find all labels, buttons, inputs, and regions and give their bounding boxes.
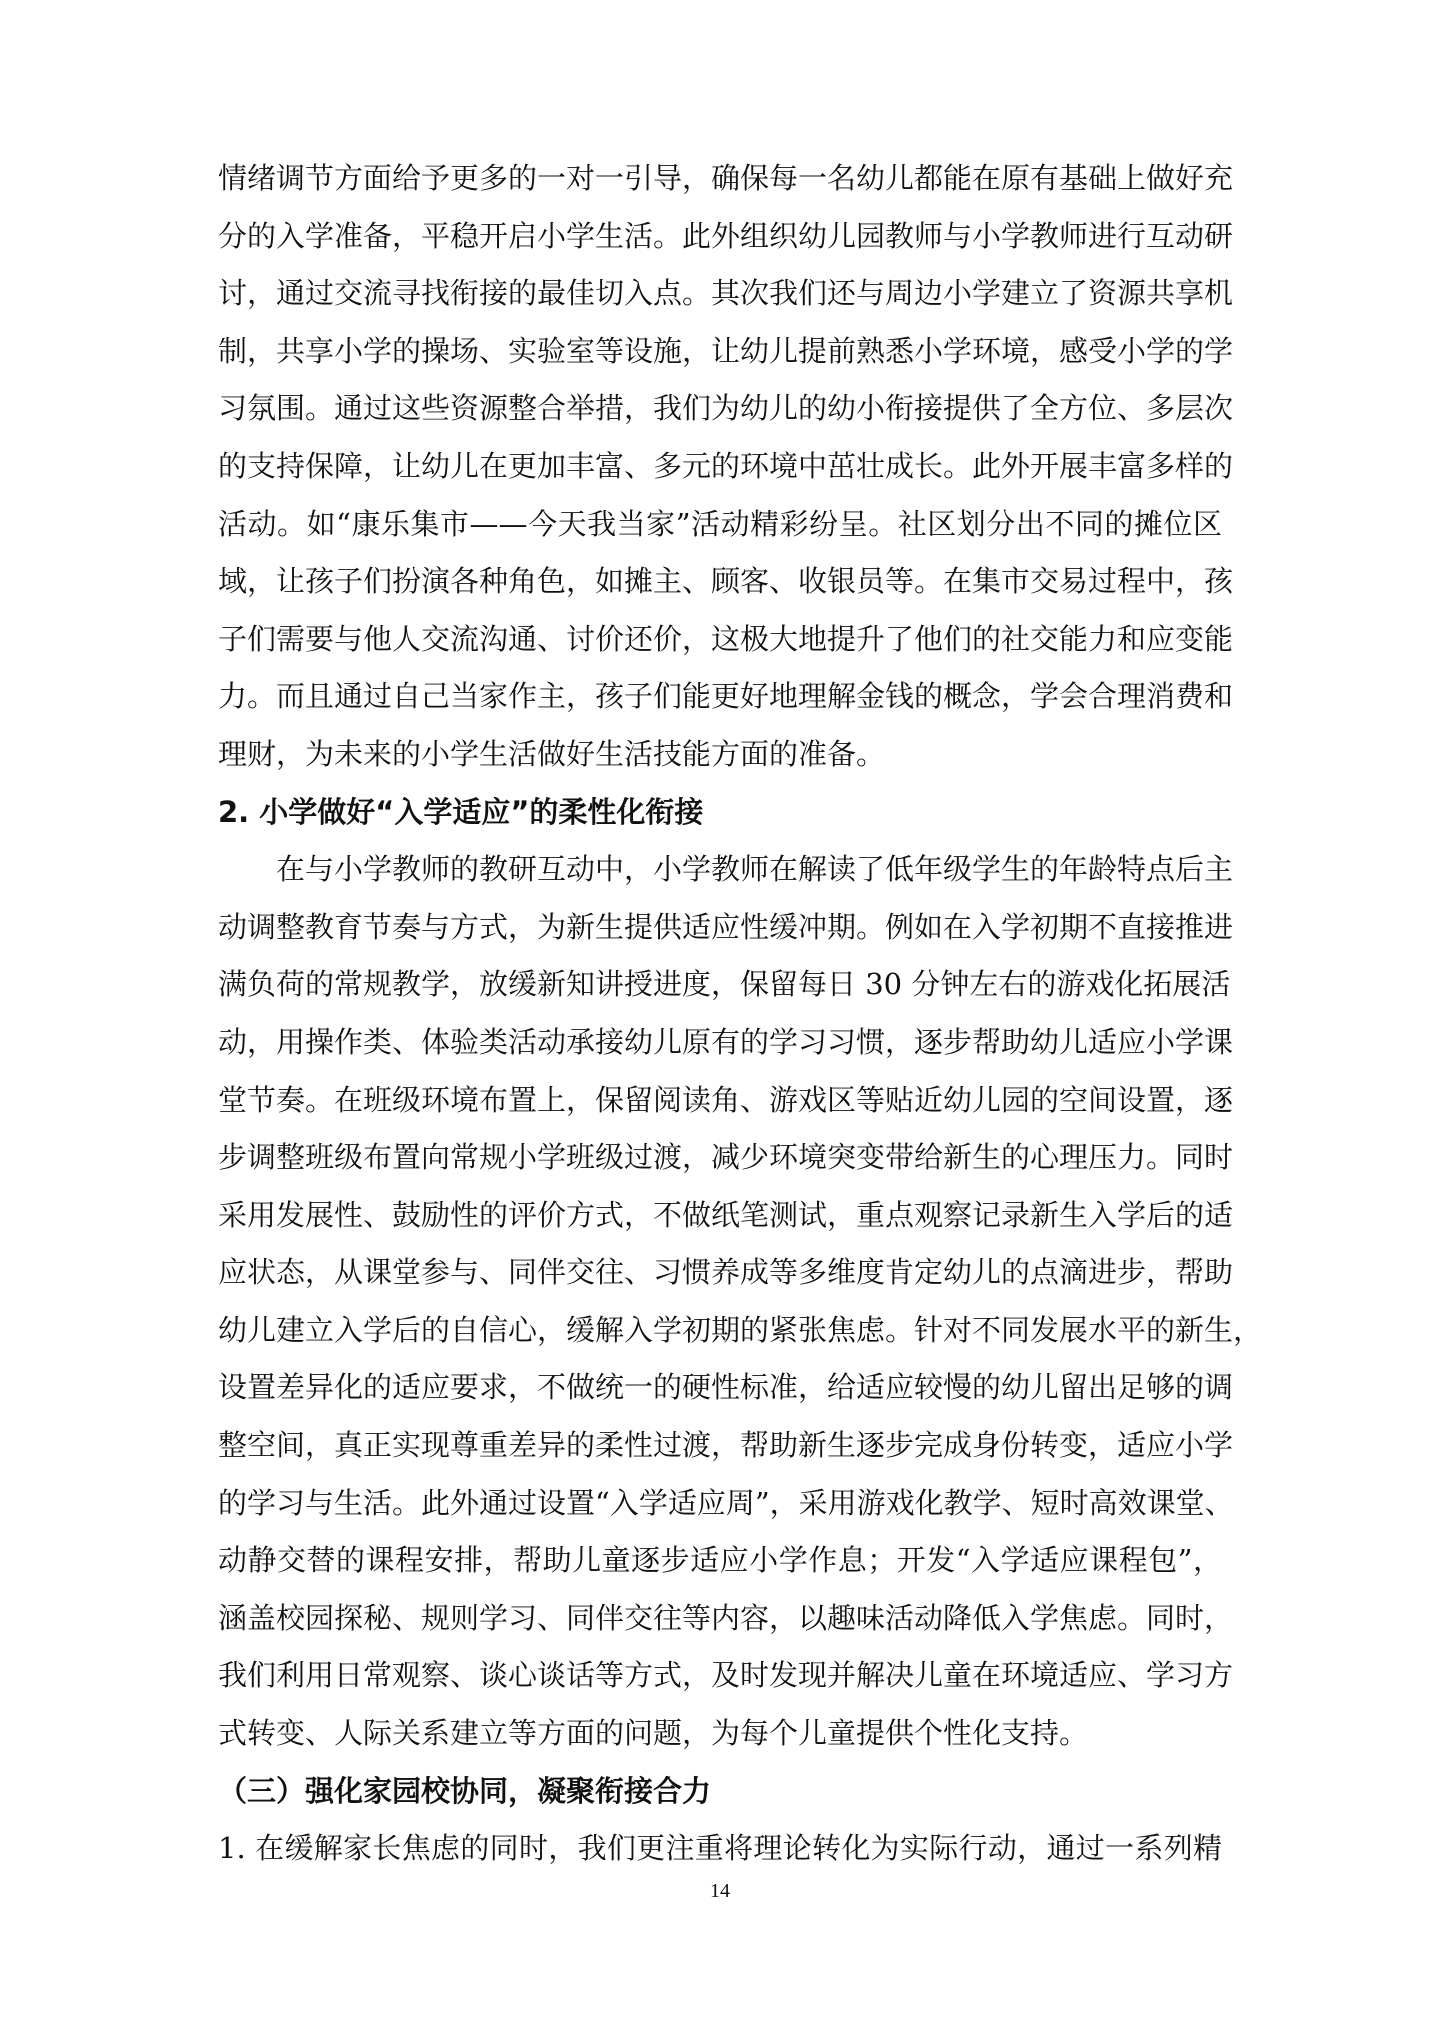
text-line: 力。而且通过自己当家作主，孩子们能更好地理解金钱的概念，学会合理消费和 <box>218 679 1234 714</box>
paragraph-3 <box>218 1820 1222 1878</box>
text-line: 应状态，从课堂参与、同伴交往、习惯养成等多维度肯定幼儿的点滴进步，帮助 <box>218 1255 1234 1290</box>
text-line: 1. 在缓解家长焦虑的同时，我们更注重将理论转化为实际行动，通过一系列精 <box>218 1831 1222 1866</box>
text-line: 情绪调节方面给予更多的一对一引导，确保每一名幼儿都能在原有基础上做好充 <box>218 161 1234 195</box>
text-line: 制，共享小学的操场、实验室等设施，让幼儿提前熟悉小学环境，感受小学的学 <box>218 333 1234 368</box>
text-line: 动，用操作类、体验类活动承接幼儿原有的学习习惯，逐步帮助幼儿适应小学课 <box>218 1024 1234 1059</box>
text-line: 设置差异化的适应要求，不做统一的硬性标准，给适应较慢的幼儿留出足够的调 <box>218 1370 1234 1405</box>
document-page <box>218 150 1263 1878</box>
text-line: 涵盖校园探秘、规则学习、同伴交往等内容，以趣味活动降低入学焦虑。同时， <box>218 1600 1234 1635</box>
text-line: 动静交替的课程安排，帮助儿童逐步适应小学作息；开发“入学适应课程包”， <box>218 1543 1222 1578</box>
text-line: 讨，通过交流寻找衔接的最佳切入点。其次我们还与周边小学建立了资源共享机 <box>218 276 1234 311</box>
text-line: 整空间，真正实现尊重差异的柔性过渡，帮助新生逐步完成身份转变，适应小学 <box>218 1428 1234 1463</box>
section-heading-2: 2. 小学做好“入学适应”的柔性化衔接 <box>218 794 704 829</box>
text-line: 子们需要与他人交流沟通、讨价还价，这极大地提升了他们的社交能力和应变能 <box>218 621 1234 656</box>
text-line: 采用发展性、鼓励性的评价方式，不做纸笔测试，重点观察记录新生入学后的适 <box>218 1197 1234 1232</box>
paragraph-1 <box>218 150 1234 784</box>
section-heading-3: （三）强化家园校协同，凝聚衔接合力 <box>218 1773 712 1808</box>
text-line: 的学习与生活。此外通过设置“入学适应周”，采用游戏化教学、短时高效课堂、 <box>218 1485 1234 1520</box>
text-line: 幼儿建立入学后的自信心，缓解入学初期的紧张焦虑。针对不同发展水平的新生， <box>218 1312 1263 1347</box>
text-line: 的支持保障，让幼儿在更加丰富、多元的环境中茁壮成长。此外开展丰富多样的 <box>218 448 1234 483</box>
text-line: 在与小学教师的教研互动中，小学教师在解读了低年级学生的年龄特点后主 <box>276 852 1234 887</box>
text-line: 我们利用日常观察、谈心谈话等方式，及时发现并解决儿童在环境适应、学习方 <box>218 1658 1234 1693</box>
text-line: 式转变、人际关系建立等方面的问题，为每个儿童提供个性化支持。 <box>218 1716 1089 1751</box>
paragraph-2 <box>218 841 1263 1763</box>
text-line: 活动。如“康乐集市——今天我当家”活动精彩纷呈。社区划分出不同的摊位区 <box>218 506 1222 541</box>
text-line: 满负荷的常规教学，放缓新知讲授进度，保留每日 30 分钟左右的游戏化拓展活 <box>218 967 1231 1002</box>
text-line: 堂节奏。在班级环境布置上，保留阅读角、游戏区等贴近幼儿园的空间设置，逐 <box>218 1082 1234 1117</box>
text-line: 动调整教育节奏与方式，为新生提供适应性缓冲期。例如在入学初期不直接推进 <box>218 909 1234 944</box>
text-line: 步调整班级布置向常规小学班级过渡，减少环境突变带给新生的心理压力。同时 <box>218 1140 1234 1175</box>
text-line: 分的入学准备，平稳开启小学生活。此外组织幼儿园教师与小学教师进行互动研 <box>218 218 1234 253</box>
page-number: 14 <box>710 1880 730 1902</box>
text-line: 理财，为未来的小学生活做好生活技能方面的准备。 <box>218 736 886 771</box>
text-line: 域，让孩子们扮演各种角色，如摊主、顾客、收银员等。在集市交易过程中，孩 <box>218 564 1234 599</box>
text-line: 习氛围。通过这些资源整合举措，我们为幼儿的幼小衔接提供了全方位、多层次 <box>218 391 1234 426</box>
